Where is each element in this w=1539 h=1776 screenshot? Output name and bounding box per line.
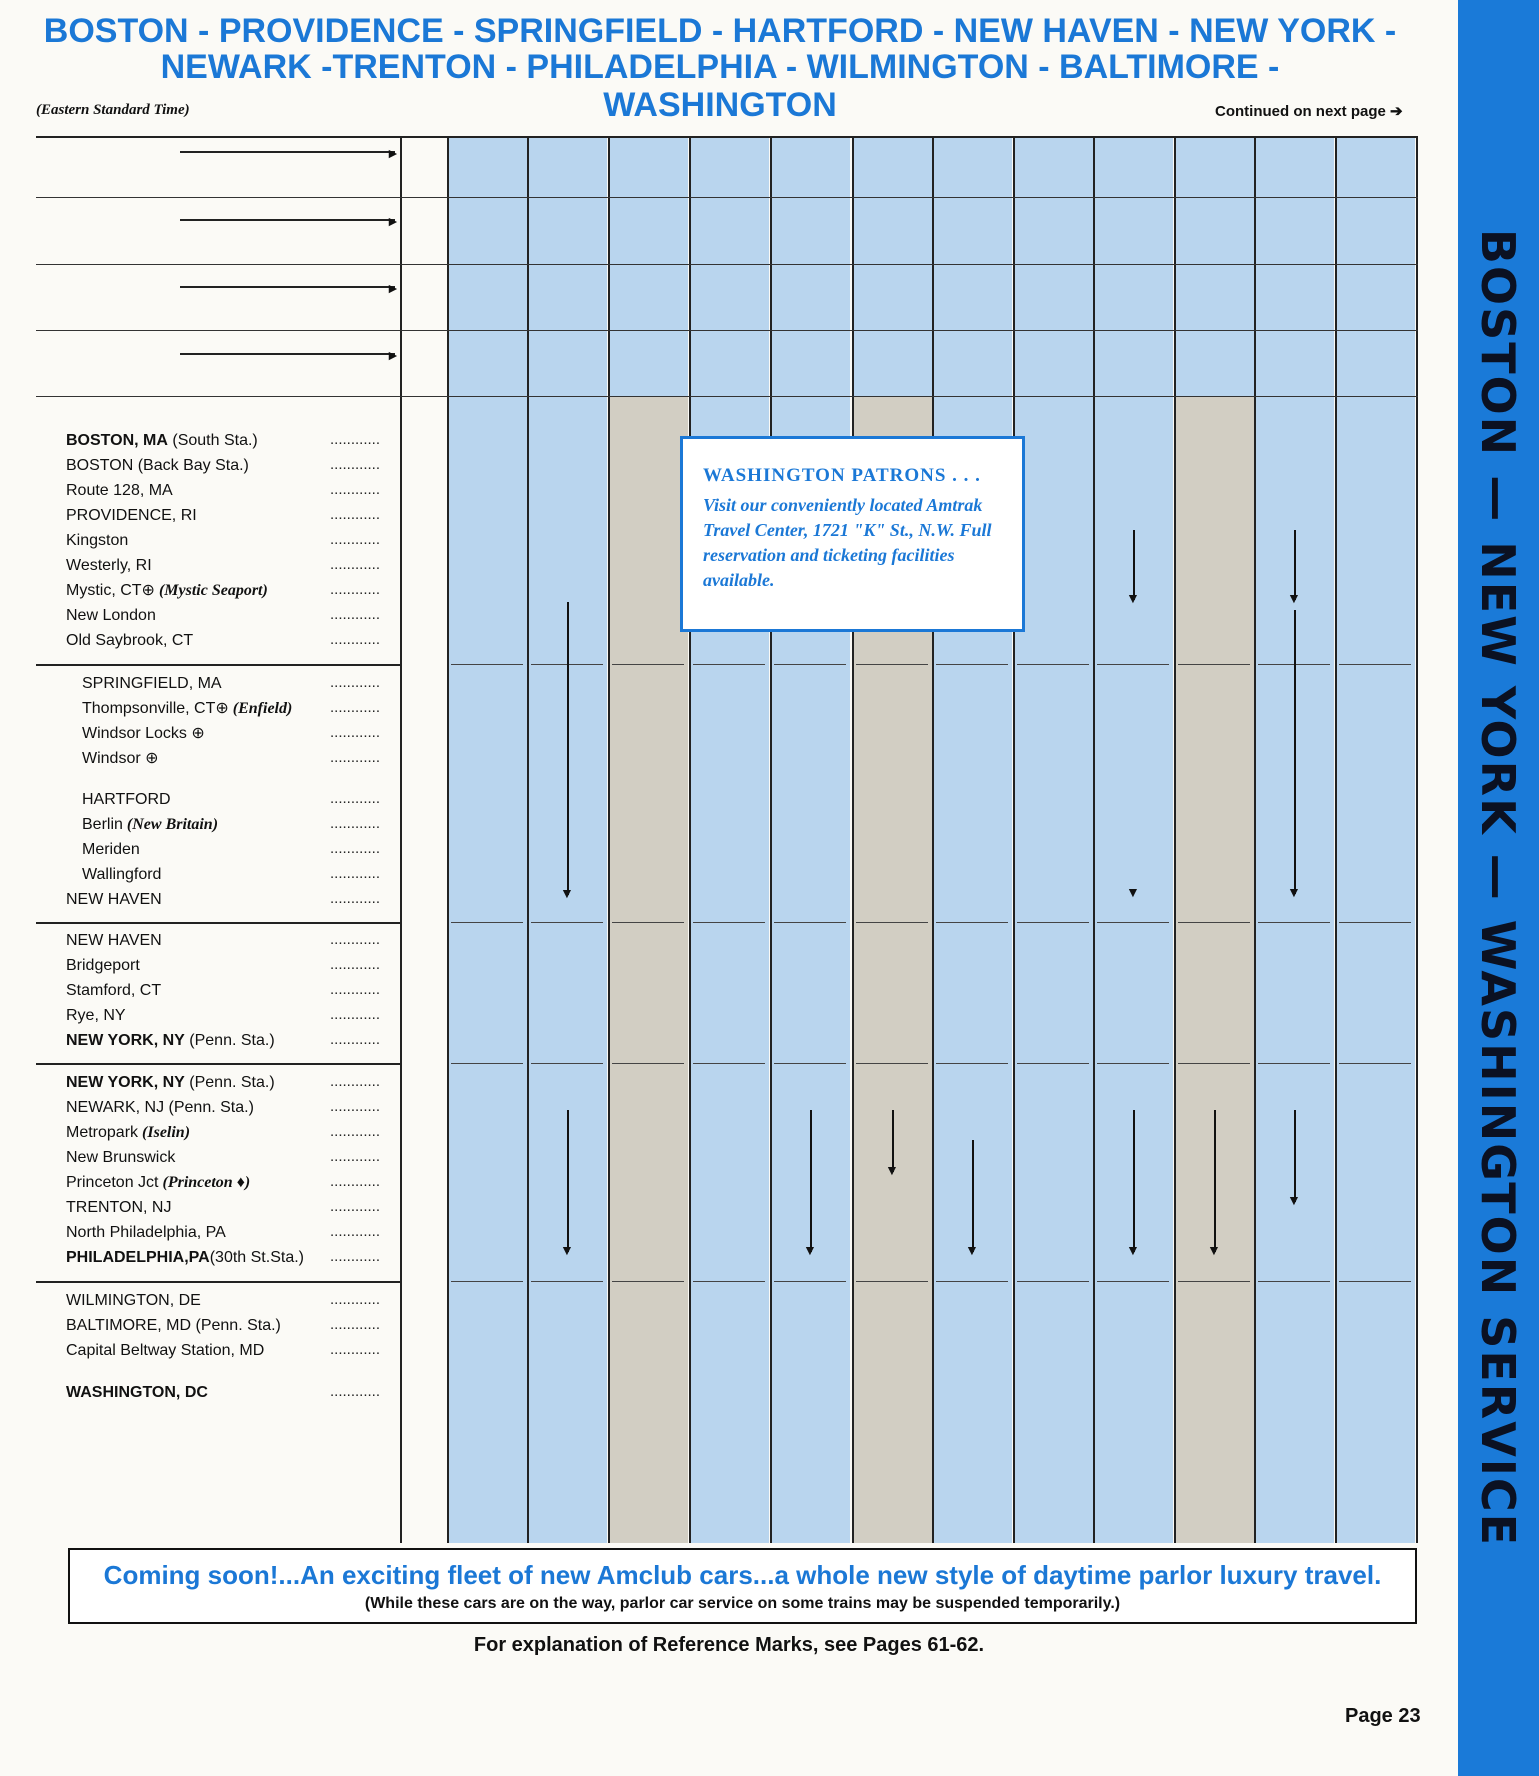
station-label: Mystic, CT⊕ bbox=[66, 582, 155, 599]
leader-dots: ............ bbox=[329, 724, 380, 741]
section-rule bbox=[693, 664, 765, 665]
leader-dots: ............ bbox=[329, 531, 380, 548]
column-divider bbox=[1174, 136, 1176, 1543]
station-name bbox=[66, 456, 249, 476]
station-name bbox=[66, 556, 152, 576]
section-rule bbox=[1178, 1063, 1250, 1064]
run-line bbox=[567, 602, 569, 895]
section-rule bbox=[774, 1281, 846, 1282]
column-divider bbox=[608, 136, 610, 1543]
section-rule bbox=[531, 922, 603, 923]
leader-dots: ............ bbox=[329, 840, 380, 857]
station-label: Windsor ⊕ bbox=[82, 750, 159, 767]
title-line-1: BOSTON - PROVIDENCE - SPRINGFIELD - HARTFORD - NEW HAVEN - NEW YORK - bbox=[43, 12, 1397, 50]
column-header-bg-11 bbox=[1335, 136, 1415, 396]
section-rule bbox=[36, 1063, 401, 1065]
row-header-arrow bbox=[180, 151, 395, 153]
run-line bbox=[1133, 1110, 1135, 1252]
leader-dots: ............ bbox=[329, 481, 380, 498]
station-label: Capital Beltway Station, MD bbox=[66, 1342, 265, 1359]
station-detail: (Princeton ♦) bbox=[158, 1174, 251, 1191]
station-name bbox=[66, 606, 156, 626]
section-rule bbox=[1097, 922, 1169, 923]
leader-dots: ............ bbox=[329, 1173, 380, 1190]
side-banner-text: BOSTON — NEW YORK — WASHINGTON SERVICE bbox=[1471, 228, 1525, 1548]
leader-dots: ............ bbox=[329, 556, 380, 573]
leader-dots: ............ bbox=[329, 931, 380, 948]
station-label: BOSTON bbox=[66, 457, 134, 474]
column-header-bg-6 bbox=[932, 136, 1012, 396]
run-arrowhead: ▼ bbox=[1126, 1242, 1140, 1258]
row-header-arrowhead: ► bbox=[386, 347, 400, 363]
station-name bbox=[66, 1223, 226, 1243]
leader-dots: ............ bbox=[329, 1383, 380, 1400]
station-name bbox=[66, 1198, 171, 1218]
leader-dots: ............ bbox=[329, 1123, 380, 1140]
section-rule bbox=[693, 922, 765, 923]
column-header-bg-9 bbox=[1174, 136, 1254, 396]
leader-dots: ............ bbox=[329, 699, 380, 716]
header-rule bbox=[36, 264, 1418, 265]
column-body-bg-0 bbox=[447, 396, 527, 1543]
header-rule bbox=[36, 396, 1418, 397]
leader-dots: ............ bbox=[329, 1073, 380, 1090]
title-line-2: NEWARK -TRENTON - PHILADELPHIA - WILMINGTON - BALTIMORE - WASHINGTON bbox=[160, 48, 1280, 124]
column-divider bbox=[527, 136, 529, 1543]
section-rule bbox=[531, 1281, 603, 1282]
station-label: NEWARK, NJ bbox=[66, 1099, 165, 1116]
section-rule bbox=[1339, 1281, 1411, 1282]
station-label: BOSTON, MA bbox=[66, 432, 168, 449]
station-name bbox=[66, 1073, 275, 1093]
leader-dots: ............ bbox=[329, 1223, 380, 1240]
section-rule bbox=[1258, 1063, 1330, 1064]
section-rule bbox=[693, 1281, 765, 1282]
column-divider bbox=[770, 136, 772, 1543]
station-label: Metropark bbox=[66, 1124, 139, 1141]
station-name bbox=[66, 1098, 254, 1118]
section-rule bbox=[612, 1063, 684, 1064]
station-name bbox=[66, 1316, 281, 1336]
section-rule bbox=[36, 1281, 401, 1283]
column-body-bg-11 bbox=[1335, 396, 1415, 1543]
section-rule bbox=[1258, 922, 1330, 923]
section-rule bbox=[774, 922, 846, 923]
station-label: Thompsonville, CT⊕ bbox=[82, 700, 229, 717]
column-body-bg-7 bbox=[1013, 396, 1093, 1543]
reference-marks-footnote: For explanation of Reference Marks, see Pages 61-62. bbox=[473, 1634, 985, 1656]
station-label: Princeton Jct bbox=[66, 1174, 159, 1191]
page-number: Page 23 bbox=[1345, 1705, 1421, 1727]
leader-dots: ............ bbox=[329, 456, 380, 473]
station-label: PHILADELPHIA,PA bbox=[66, 1249, 210, 1266]
section-rule bbox=[774, 664, 846, 665]
section-rule bbox=[856, 1063, 928, 1064]
washington-box-body: Visit our conveniently located Amtrak Travel Center, 1721 "K" St., N.W. Full reservation and ticketing facilities available. bbox=[703, 495, 992, 590]
station-name bbox=[66, 431, 258, 451]
leader-dots: ............ bbox=[329, 865, 380, 882]
row-header-arrow bbox=[180, 353, 395, 355]
leader-dots: ............ bbox=[329, 749, 380, 766]
station-name bbox=[82, 815, 218, 835]
miles-divider-left bbox=[400, 136, 402, 1543]
column-divider bbox=[447, 136, 449, 1543]
header-rule bbox=[36, 197, 1418, 198]
section-rule bbox=[451, 1281, 523, 1282]
station-detail: (Mystic Seaport) bbox=[154, 582, 268, 599]
section-rule bbox=[936, 664, 1008, 665]
station-detail: (Enfield) bbox=[228, 700, 293, 717]
station-label: PROVIDENCE, RI bbox=[66, 507, 197, 524]
section-rule bbox=[36, 664, 401, 666]
run-arrowhead: ▼ bbox=[885, 1162, 899, 1178]
station-name bbox=[66, 506, 197, 526]
coming-soon-note: (While these cars are on the way, parlor car service on some trains may be suspended temporarily.) bbox=[364, 1595, 1121, 1612]
station-detail: (Penn. Sta.) bbox=[184, 1074, 275, 1091]
station-label: WILMINGTON, DE bbox=[66, 1292, 201, 1309]
washington-box-title: WASHINGTON PATRONS . . . bbox=[703, 465, 981, 486]
table-top-rule bbox=[36, 136, 1418, 138]
run-line bbox=[1214, 1110, 1216, 1252]
section-rule bbox=[1017, 922, 1089, 923]
leader-dots: ............ bbox=[329, 1098, 380, 1115]
section-rule bbox=[1178, 1281, 1250, 1282]
run-arrowhead: ▼ bbox=[1287, 1192, 1301, 1208]
column-header-bg-7 bbox=[1013, 136, 1093, 396]
column-header-bg-1 bbox=[527, 136, 607, 396]
station-label: New London bbox=[66, 607, 156, 624]
run-line bbox=[810, 1110, 812, 1252]
leader-dots: ............ bbox=[329, 815, 380, 832]
section-rule bbox=[1178, 664, 1250, 665]
leader-dots: ............ bbox=[329, 506, 380, 523]
run-line bbox=[1294, 610, 1296, 894]
section-rule bbox=[1097, 1063, 1169, 1064]
station-name bbox=[66, 1341, 264, 1361]
leader-dots: ............ bbox=[329, 1031, 380, 1048]
column-body-bg-9 bbox=[1174, 396, 1254, 1543]
run-line bbox=[1294, 1110, 1296, 1202]
run-arrowhead: ▼ bbox=[1207, 1242, 1221, 1258]
leader-dots: ............ bbox=[329, 1248, 380, 1265]
station-detail: (Penn. Sta.) bbox=[184, 1032, 275, 1049]
column-divider bbox=[1093, 136, 1095, 1543]
column-header-bg-4 bbox=[770, 136, 850, 396]
station-name bbox=[66, 981, 161, 1001]
column-divider bbox=[1013, 136, 1015, 1543]
station-name bbox=[82, 699, 292, 719]
row-header-arrowhead: ► bbox=[386, 145, 400, 161]
station-detail: (Penn. Sta.) bbox=[191, 1317, 281, 1334]
run-line bbox=[972, 1140, 974, 1252]
section-rule bbox=[1097, 664, 1169, 665]
section-rule bbox=[1339, 1063, 1411, 1064]
station-name bbox=[66, 1148, 175, 1168]
section-rule bbox=[612, 1281, 684, 1282]
station-name bbox=[66, 481, 173, 501]
time-note: (Eastern Standard Time) bbox=[36, 102, 190, 118]
run-arrowhead: ▼ bbox=[803, 1242, 817, 1258]
station-detail: (New Britain) bbox=[122, 816, 219, 833]
column-divider bbox=[852, 136, 854, 1543]
leader-dots: ............ bbox=[329, 581, 380, 598]
column-header-bg-10 bbox=[1254, 136, 1334, 396]
continued-note: Continued on next page ➔ bbox=[1215, 103, 1403, 120]
station-label: Rye, NY bbox=[66, 1007, 126, 1024]
leader-dots: ............ bbox=[329, 1006, 380, 1023]
section-rule bbox=[612, 664, 684, 665]
section-rule bbox=[1017, 1281, 1089, 1282]
station-name bbox=[66, 1031, 275, 1051]
section-rule bbox=[612, 922, 684, 923]
column-header-bg-0 bbox=[447, 136, 527, 396]
station-name bbox=[82, 865, 161, 885]
section-rule bbox=[451, 1063, 523, 1064]
section-rule bbox=[774, 1063, 846, 1064]
section-rule bbox=[936, 922, 1008, 923]
station-label: NEW YORK, NY bbox=[66, 1032, 185, 1049]
station-label: Wallingford bbox=[82, 866, 162, 883]
run-arrowhead: ▼ bbox=[1287, 590, 1301, 606]
section-rule bbox=[936, 1281, 1008, 1282]
station-label: WASHINGTON, DC bbox=[66, 1384, 208, 1401]
station-name bbox=[66, 931, 162, 951]
station-name bbox=[82, 749, 159, 769]
section-rule bbox=[1017, 1063, 1089, 1064]
section-rule bbox=[1258, 1281, 1330, 1282]
station-label: NEW YORK, NY bbox=[66, 1074, 185, 1091]
station-name bbox=[82, 840, 140, 860]
station-label: BALTIMORE, MD bbox=[66, 1317, 192, 1334]
leader-dots: ............ bbox=[329, 1198, 380, 1215]
station-detail: (Back Bay Sta.) bbox=[133, 457, 249, 474]
column-header-bg-5 bbox=[852, 136, 932, 396]
station-name bbox=[66, 631, 193, 651]
station-name bbox=[66, 1123, 190, 1143]
station-detail: (30th St.Sta.) bbox=[209, 1249, 304, 1266]
section-rule bbox=[1017, 664, 1089, 665]
station-detail: (Iselin) bbox=[138, 1124, 191, 1141]
station-label: Westerly, RI bbox=[66, 557, 152, 574]
column-header-bg-3 bbox=[689, 136, 769, 396]
station-name bbox=[66, 1006, 126, 1026]
leader-dots: ............ bbox=[329, 1291, 380, 1308]
station-label: Berlin bbox=[82, 816, 123, 833]
row-header-arrowhead: ► bbox=[386, 213, 400, 229]
station-name bbox=[66, 1173, 250, 1193]
section-rule bbox=[1097, 1281, 1169, 1282]
leader-dots: ............ bbox=[329, 890, 380, 907]
station-name bbox=[66, 1291, 201, 1311]
station-label: Kingston bbox=[66, 532, 129, 549]
leader-dots: ............ bbox=[329, 431, 380, 448]
section-rule bbox=[693, 1063, 765, 1064]
station-label: Old Saybrook, CT bbox=[66, 632, 194, 649]
leader-dots: ............ bbox=[329, 956, 380, 973]
column-divider bbox=[1335, 136, 1337, 1543]
row-header-arrowhead: ► bbox=[386, 280, 400, 296]
coming-soon-box bbox=[68, 1548, 1417, 1624]
column-divider bbox=[932, 136, 934, 1543]
leader-dots: ............ bbox=[329, 1341, 380, 1358]
station-name bbox=[82, 724, 205, 744]
station-label: Windsor Locks ⊕ bbox=[82, 725, 205, 742]
section-rule bbox=[1339, 922, 1411, 923]
column-header-bg-8 bbox=[1093, 136, 1173, 396]
leader-dots: ............ bbox=[329, 674, 380, 691]
station-label: NEW HAVEN bbox=[66, 891, 162, 908]
station-name bbox=[66, 1248, 304, 1268]
section-rule bbox=[531, 1063, 603, 1064]
station-detail: (South Sta.) bbox=[167, 432, 258, 449]
station-name bbox=[66, 956, 140, 976]
section-rule bbox=[1178, 922, 1250, 923]
run-arrowhead: ▼ bbox=[1126, 884, 1140, 900]
column-divider bbox=[1254, 136, 1256, 1543]
leader-dots: ............ bbox=[329, 981, 380, 998]
leader-dots: ............ bbox=[329, 790, 380, 807]
run-arrowhead: ▼ bbox=[1126, 590, 1140, 606]
run-line bbox=[567, 1110, 569, 1252]
run-arrowhead: ▼ bbox=[560, 1242, 574, 1258]
column-divider-right bbox=[1416, 136, 1418, 1543]
column-body-bg-2 bbox=[608, 396, 688, 1543]
leader-dots: ............ bbox=[329, 631, 380, 648]
section-rule bbox=[856, 922, 928, 923]
column-divider bbox=[689, 136, 691, 1543]
station-label: HARTFORD bbox=[82, 791, 171, 808]
station-name bbox=[82, 790, 171, 810]
station-name bbox=[66, 581, 268, 601]
section-rule bbox=[1339, 664, 1411, 665]
station-label: Stamford, CT bbox=[66, 982, 162, 999]
station-label: NEW HAVEN bbox=[66, 932, 162, 949]
row-header-arrow bbox=[180, 219, 395, 221]
station-label: New Brunswick bbox=[66, 1149, 176, 1166]
station-label: North Philadelphia, PA bbox=[66, 1224, 226, 1241]
column-body-bg-1 bbox=[527, 396, 607, 1543]
station-name bbox=[66, 1383, 208, 1403]
run-arrowhead: ▼ bbox=[1287, 884, 1301, 900]
leader-dots: ............ bbox=[329, 606, 380, 623]
section-rule bbox=[856, 664, 928, 665]
station-label: Route 128, MA bbox=[66, 482, 173, 499]
washington-patrons-box bbox=[680, 436, 1025, 632]
station-label: Bridgeport bbox=[66, 957, 140, 974]
column-header-bg-2 bbox=[608, 136, 688, 396]
leader-dots: ............ bbox=[329, 1148, 380, 1165]
station-name bbox=[66, 531, 128, 551]
row-header-arrow bbox=[180, 286, 395, 288]
run-arrowhead: ▼ bbox=[560, 885, 574, 901]
station-label: TRENTON, NJ bbox=[66, 1199, 172, 1216]
station-name bbox=[82, 674, 222, 694]
section-rule bbox=[936, 1063, 1008, 1064]
section-rule bbox=[856, 1281, 928, 1282]
station-name bbox=[66, 890, 162, 910]
station-label: SPRINGFIELD, MA bbox=[82, 675, 222, 692]
section-rule bbox=[36, 922, 401, 924]
header-rule bbox=[36, 330, 1418, 331]
run-arrowhead: ▼ bbox=[965, 1242, 979, 1258]
station-detail: (Penn. Sta.) bbox=[164, 1099, 254, 1116]
section-rule bbox=[451, 922, 523, 923]
coming-soon-headline: Coming soon!...An exciting fleet of new Amclub cars...a whole new style of daytime parlor luxury travel. bbox=[103, 1560, 1382, 1590]
station-label: Meriden bbox=[82, 841, 140, 858]
leader-dots: ............ bbox=[329, 1316, 380, 1333]
section-rule bbox=[451, 664, 523, 665]
